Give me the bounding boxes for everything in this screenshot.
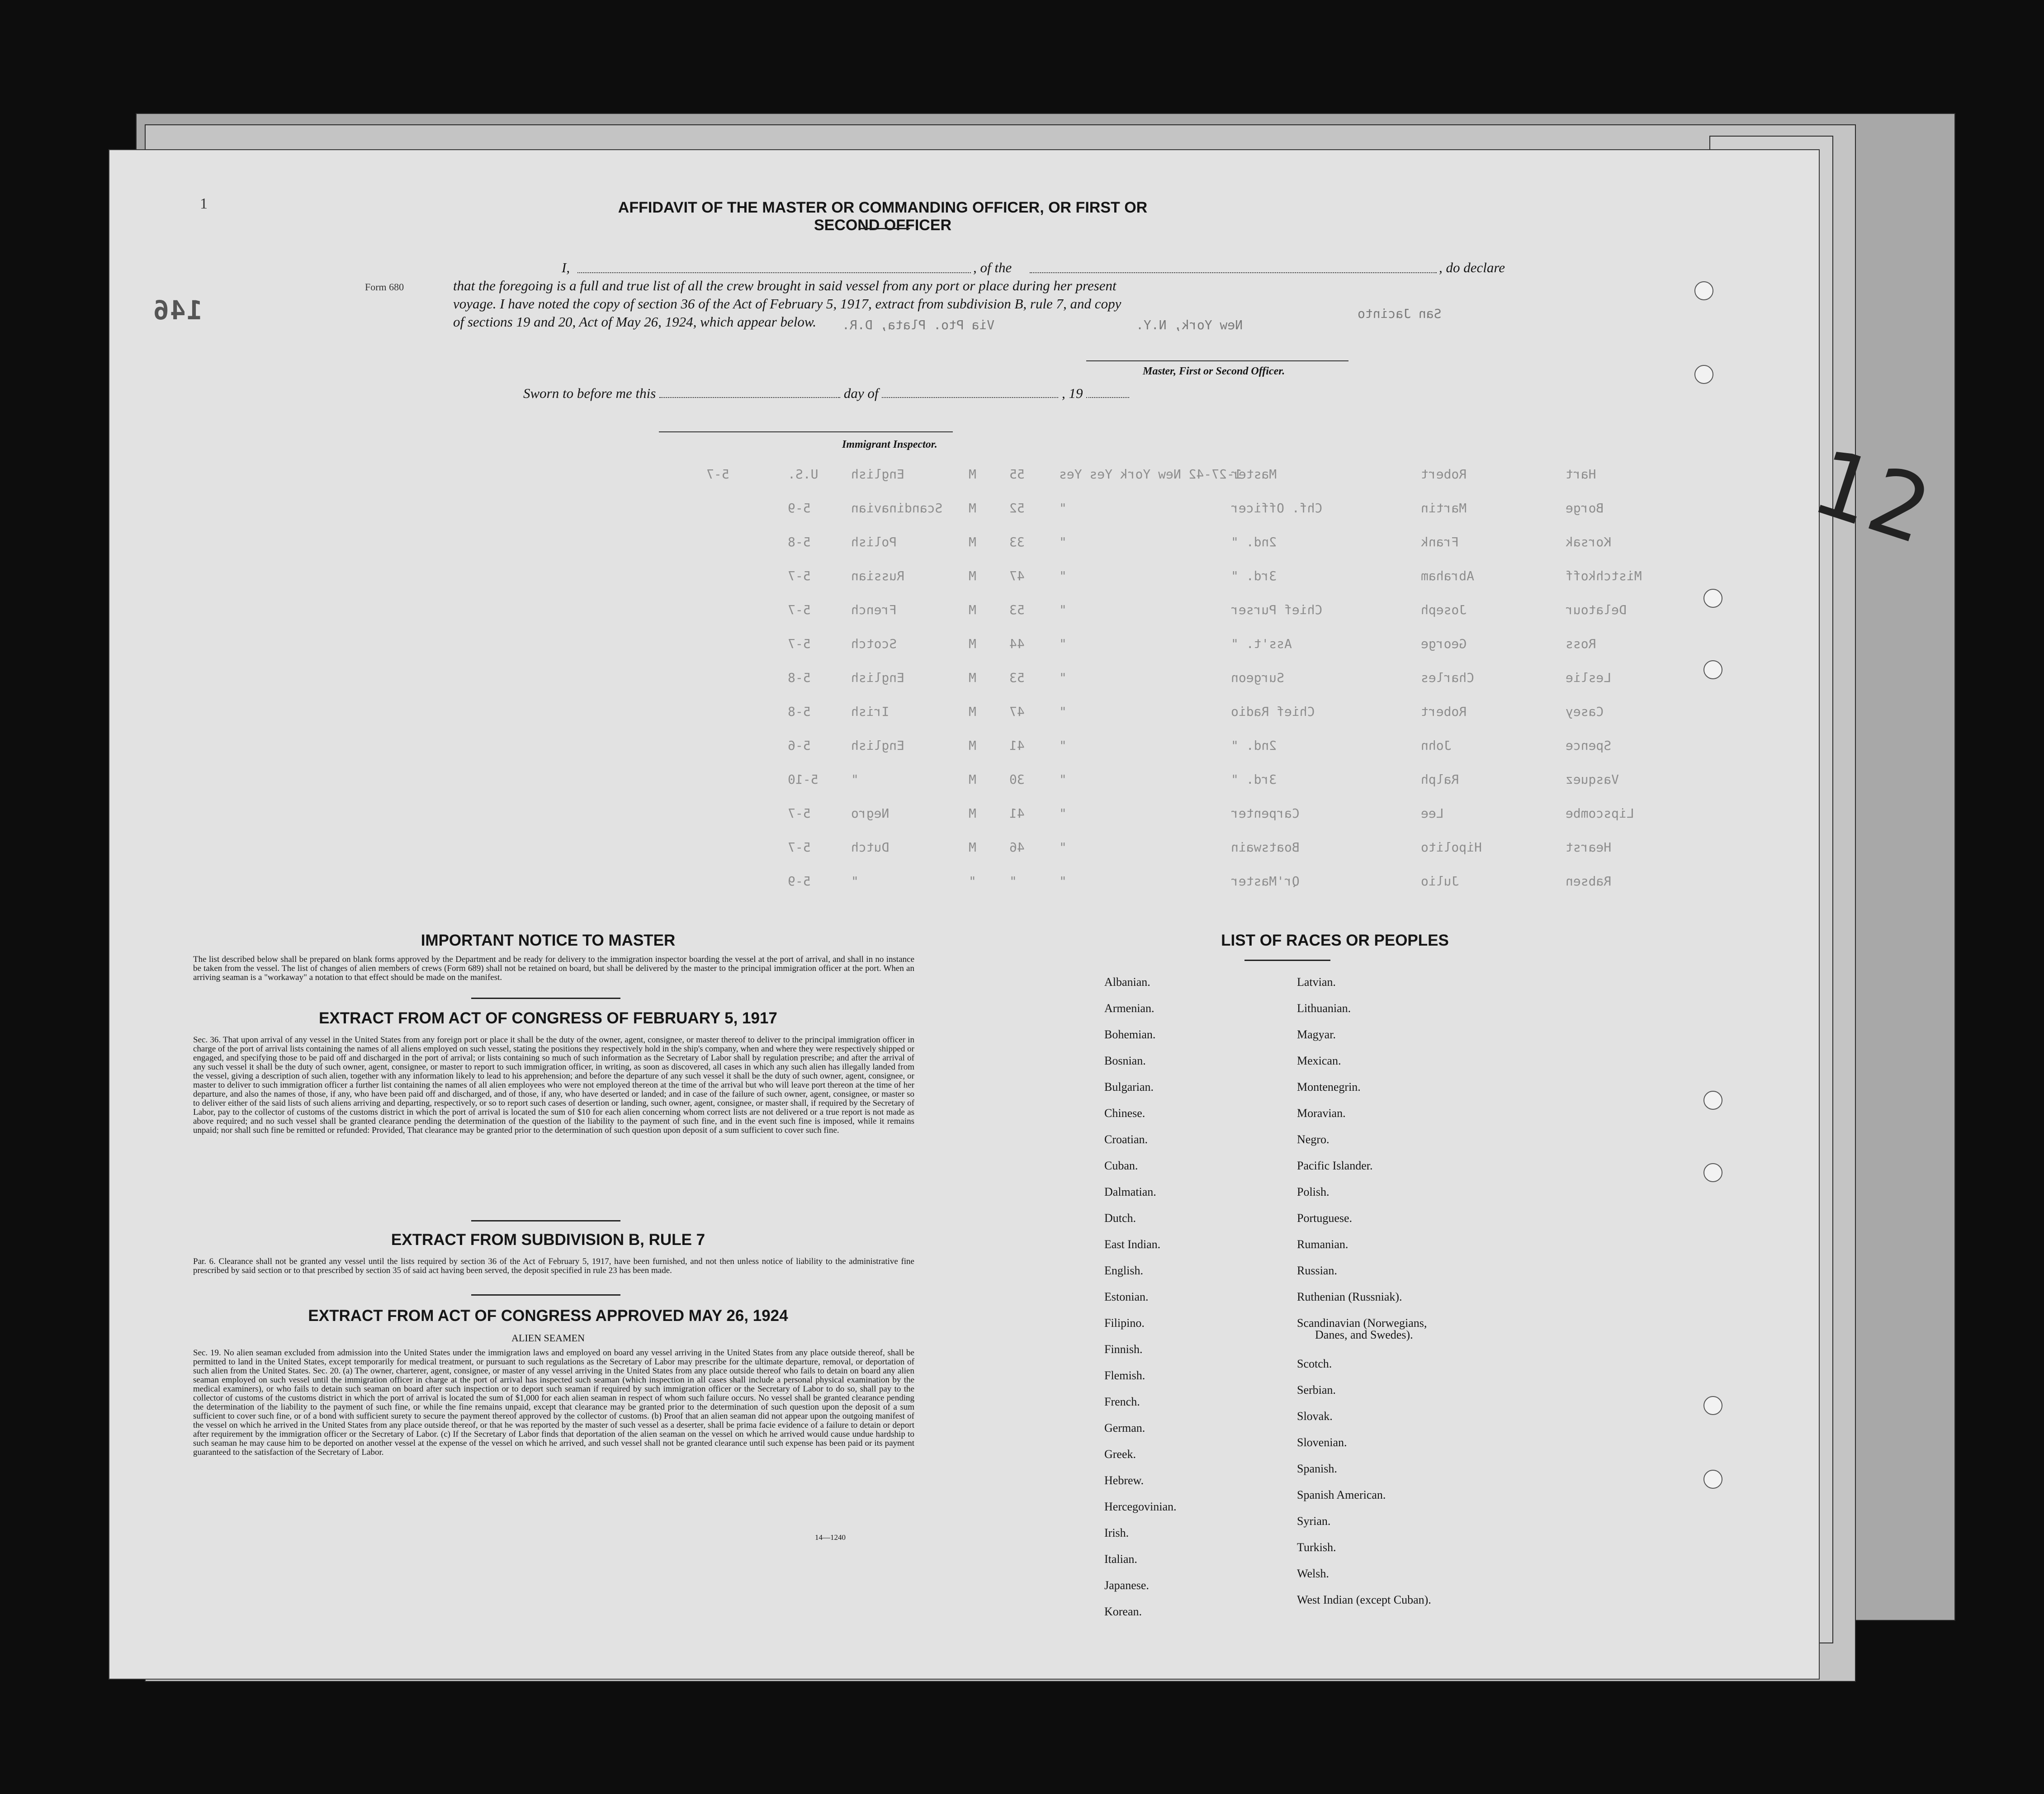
ghost-cell: Qr'Master bbox=[1231, 874, 1300, 889]
extract-1924-text: Sec. 19. No alien seaman excluded from admission into the United States under the immigration laws and employed on board any vessel arriving in the United States from any place outside thereof, shall be permitted to land in the United States, except temporarily for medical treatment, or pursuant to such regulations as the Secretary of Labor may prescribe for the ultimate departure, removal, or deportation of such alien from the United States. Sec. 20. (a) The owner, charterer, agent, consignee, or master of any vessel arriving in the United States from any place outside thereof who fails to detain on board any alien seaman employed on such vessel until the immigration officer in charge at the port of arrival has inspected such seaman (which inspection in all cases shall include a personal physical examination by the medical examiners), or who fails to detain such seaman on board after such inspection or to deport such seaman if required by such immigration officer or the Secretary of Labor to do so, shall pay to the collector of customs of the customs district in which the port of arrival is located the sum of $1,000 for each alien seaman in respect of whom such failure occurs. No vessel shall be granted clearance pending the determination of the liability to the payment of such fine, or while the fine remains unpaid, except that clearance may be granted prior to the determination of such question upon the deposit of a sum sufficient to cover such fine, or of a bond with sufficient surety to secure the payment thereof approved by the collector of customs. (b) Proof that an alien seaman did not appear upon the outgoing manifest of the vessel on which he arrived in the United States from any place outside thereof, or that he was reported by the master of such vessel as a deserter, shall be prima facie evidence of a failure to detain or deport after requirement by the immigration officer or the Secretary of Labor. (c) If the Secretary of Labor finds that deportation of the alien seaman on the vessel on which he arrived would cause undue hardship to such seaman he may cause him to be deported on another vessel at the expense of the vessel on which he arrived, and such vessel shall not be granted clearance until such expense has been paid or its payment guaranteed to the satisfaction of the Secretary of Labor. bbox=[193, 1348, 914, 1457]
ghost-cell: Robert bbox=[1421, 467, 1467, 482]
race-item: Latvian. bbox=[1297, 975, 1336, 989]
race-item: Bulgarian. bbox=[1104, 1080, 1154, 1093]
race-item: German. bbox=[1104, 1421, 1145, 1434]
sworn-month-blank[interactable] bbox=[882, 397, 1058, 398]
extract-rule7-title: EXTRACT FROM SUBDIVISION B, RULE 7 bbox=[391, 1231, 705, 1249]
ghost-cell: " bbox=[1059, 738, 1067, 753]
sworn-day-blank[interactable] bbox=[659, 397, 840, 398]
race-item: Korean. bbox=[1104, 1605, 1142, 1618]
ghost-header-route: Via Pto. Plata, D.R. bbox=[842, 317, 995, 332]
race-item: Montenegrin. bbox=[1297, 1080, 1361, 1093]
ghost-cell: M bbox=[969, 738, 976, 753]
ghost-cell: Surgeon bbox=[1231, 670, 1285, 685]
sworn-day-of: day of bbox=[843, 385, 879, 401]
ghost-cell: " bbox=[969, 874, 976, 889]
ghost-cell: 52 bbox=[1009, 501, 1025, 516]
race-item: Armenian. bbox=[1104, 1002, 1154, 1015]
race-item: Moravian. bbox=[1297, 1107, 1346, 1120]
ghost-cell: M bbox=[969, 467, 976, 482]
race-item: Lithuanian. bbox=[1297, 1002, 1351, 1015]
race-item: East Indian. bbox=[1104, 1238, 1161, 1251]
vessel-blank[interactable] bbox=[1030, 272, 1437, 273]
ghost-cell: 53 bbox=[1009, 670, 1025, 685]
ghost-cell: " bbox=[1059, 501, 1067, 516]
ghost-cell: 3rd. " bbox=[1231, 772, 1277, 787]
declaration-i: I, bbox=[562, 260, 570, 275]
ghost-cell: English bbox=[851, 467, 905, 482]
ghost-cell: 46 bbox=[1009, 840, 1025, 855]
races-title: LIST OF RACES OR PEOPLES bbox=[1221, 932, 1449, 949]
extract-rule7-text: Par. 6. Clearance shall not be granted any vessel until the lists required by section 36 of the Act of February 5, 1917, have been furnished, and not then unless notice of liability to the administrative fine prescribed by said section or to that prescribed by section 35 of said act having been served, the deposit specified in rule 23 has been made. bbox=[193, 1257, 914, 1275]
ghost-cell: 41 bbox=[1009, 806, 1025, 821]
race-item: Ruthenian (Russniak). bbox=[1297, 1290, 1402, 1303]
ghost-cell: 5-7 bbox=[788, 840, 811, 855]
ghost-cell: Chf. Officer bbox=[1231, 501, 1323, 516]
race-item: Portuguese. bbox=[1297, 1212, 1353, 1225]
master-signature-line[interactable] bbox=[1086, 360, 1348, 361]
ghost-cell: Scandinavian bbox=[851, 501, 943, 516]
race-item: Rumanian. bbox=[1297, 1238, 1348, 1251]
ghost-cell: Ross bbox=[1566, 636, 1596, 651]
ghost-cell: 2nd. " bbox=[1231, 535, 1277, 549]
race-item: Hercegovinian. bbox=[1104, 1500, 1177, 1513]
ghost-cell: Julio bbox=[1421, 874, 1459, 889]
race-item: Danes, and Swedes). bbox=[1315, 1328, 1413, 1341]
ghost-cell: M bbox=[969, 636, 976, 651]
ghost-cell: 5-6 bbox=[788, 738, 811, 753]
ghost-cell: Lee bbox=[1421, 806, 1444, 821]
punch-hole bbox=[1694, 365, 1713, 384]
ghost-cell: 53 bbox=[1009, 602, 1025, 617]
race-item: English. bbox=[1104, 1264, 1143, 1277]
ghost-cell: Charles bbox=[1421, 670, 1475, 685]
ghost-cell: " bbox=[851, 874, 859, 889]
punch-hole bbox=[1703, 660, 1722, 679]
ghost-cell: 47 bbox=[1009, 568, 1025, 583]
ghost-cell: Chief Purser bbox=[1231, 602, 1323, 617]
race-item: Magyar. bbox=[1297, 1028, 1336, 1041]
punch-hole bbox=[1703, 1470, 1722, 1489]
ghost-cell: 5-7 bbox=[706, 467, 729, 482]
race-item: French. bbox=[1104, 1395, 1140, 1408]
ghost-cell: " bbox=[1059, 568, 1067, 583]
ghost-cell: " bbox=[1059, 840, 1067, 855]
ghost-cell: Polish bbox=[851, 535, 897, 549]
race-item: Filipino. bbox=[1104, 1316, 1145, 1330]
ghost-cell: 44 bbox=[1009, 636, 1025, 651]
ghost-cell: 41 bbox=[1009, 738, 1025, 753]
ghost-cell: Frank bbox=[1421, 535, 1459, 549]
ghost-cell: 2nd. " bbox=[1231, 738, 1277, 753]
ghost-cell: Casey bbox=[1566, 704, 1604, 719]
ghost-cell: Carpenter bbox=[1231, 806, 1300, 821]
race-item: Mexican. bbox=[1297, 1054, 1341, 1067]
race-item: Flemish. bbox=[1104, 1369, 1145, 1382]
race-item: Pacific Islander. bbox=[1297, 1159, 1373, 1172]
ghost-cell: Ass't. " bbox=[1231, 636, 1292, 651]
race-item: Slovenian. bbox=[1297, 1436, 1347, 1449]
punch-hole bbox=[1703, 1396, 1722, 1415]
race-item: Spanish American. bbox=[1297, 1488, 1386, 1501]
race-item: Irish. bbox=[1104, 1526, 1129, 1539]
inspector-signature-line[interactable] bbox=[659, 431, 953, 432]
ghost-cell: U.S. bbox=[788, 467, 819, 482]
ghost-cell: M bbox=[969, 535, 976, 549]
ghost-cell: " bbox=[1059, 806, 1067, 821]
race-item: Spanish. bbox=[1297, 1462, 1337, 1475]
ghost-cell: English bbox=[851, 670, 905, 685]
ghost-cell: " bbox=[1059, 535, 1067, 549]
ghost-cell: " bbox=[1059, 772, 1067, 787]
extract-1917-text: Sec. 36. That upon arrival of any vessel in the United States from any foreign port or place it shall be the duty of the owner, agent, consignee, or master thereof to deliver to the principal immigration officer in charge of the port of arrival lists containing the names of all aliens employed on such vessel, stating the positions they respectively hold in the ship's company, when and where they were respectively shipped or engaged, and specifying those to be paid off and discharged in the port of arrival; or lists containing so much of such information as the Secretary of Labor shall by regulation prescribe; and after the arrival of any such vessel it shall be the duty of such owner, agent, consignee, or master to report to such immigration officer, in writing, as soon as discovered, all cases in which any such alien has illegally landed from the vessel, giving a description of such alien, together with any information likely to lead to his apprehension; and before the departure of any such vessel it shall be the duty of such owner, agent, consignee, or master to deliver to such immigration officer a further list containing the names of all alien employees who were not employed thereon at the time of the arrival but who will leave port thereon at the time of her departure, and also the names of those, if any, who have been paid off and discharged, and of those, if any, who have deserted or landed; and in case of the failure of such owner, agent, consignee, or master so to deliver either of the said lists of such aliens arriving and departing, respectively, or so to report such cases of desertion or landing, such owner, agent, consignee, or master shall, if required by the Secretary of Labor, pay to the collector of customs of the customs district in which the port of arrival is located the sum of $10 for each alien concerning whom correct lists are not delivered or a true report is not made as above required; and no such vessel shall be granted clearance pending the determination of the question of the liability to the payment of such fine, and in the event such fine is imposed, while it remains unpaid; nor shall such fine be remitted or refunded: Provided, That clearance may be granted prior to the determination of such question upon deposit of a sum sufficient to cover such fine. bbox=[193, 1035, 914, 1135]
ghost-cell: 5-7 bbox=[788, 636, 811, 651]
ghost-cell: " bbox=[1059, 704, 1067, 719]
race-item: Scotch. bbox=[1297, 1357, 1332, 1370]
notice-title: IMPORTANT NOTICE TO MASTER bbox=[421, 932, 676, 949]
ghost-cell: M bbox=[969, 806, 976, 821]
master-caption: Master, First or Second Officer. bbox=[1143, 365, 1285, 377]
ghost-cell: John bbox=[1421, 738, 1452, 753]
race-item: Bohemian. bbox=[1104, 1028, 1156, 1041]
race-item: Syrian. bbox=[1297, 1515, 1331, 1528]
ghost-cell: " bbox=[851, 772, 859, 787]
race-item: Finnish. bbox=[1104, 1343, 1143, 1356]
ghost-cell: M bbox=[969, 501, 976, 516]
form-number: Form 680 bbox=[365, 281, 404, 293]
sworn-year-blank[interactable] bbox=[1086, 397, 1129, 398]
ghost-cell: George bbox=[1421, 636, 1467, 651]
declaration-line-3: voyage. I have noted the copy of section 36 of the Act of February 5, 1917, extract from subdivision B, rule 7, and copy bbox=[453, 296, 1121, 312]
ghost-cell: M bbox=[969, 772, 976, 787]
extract-1924-title: EXTRACT FROM ACT OF CONGRESS APPROVED MAY 26, 1924 bbox=[308, 1307, 788, 1325]
race-item: Cuban. bbox=[1104, 1159, 1138, 1172]
divider bbox=[471, 998, 620, 999]
title-rule bbox=[860, 228, 910, 229]
race-item: Japanese. bbox=[1104, 1579, 1149, 1592]
ghost-cell: Hearst bbox=[1566, 840, 1612, 855]
name-blank[interactable] bbox=[577, 272, 971, 273]
margin-mark: 12 bbox=[1801, 429, 1943, 565]
race-item: Greek. bbox=[1104, 1448, 1136, 1461]
divider bbox=[1244, 960, 1330, 961]
ghost-cell: 3rd. " bbox=[1231, 568, 1277, 583]
race-item: Hebrew. bbox=[1104, 1474, 1144, 1487]
ghost-cell: 5-8 bbox=[788, 535, 811, 549]
affidavit-title: AFFIDAVIT OF THE MASTER OR COMMANDING OFFICER, OR FIRST OR SECOND OFFICER bbox=[618, 199, 1148, 234]
ghost-cell: " bbox=[1059, 874, 1067, 889]
ghost-cell: Martin bbox=[1421, 501, 1467, 516]
ghost-cell: 47 bbox=[1009, 704, 1025, 719]
ghost-cell: Lipscombe bbox=[1566, 806, 1634, 821]
ghost-cell: Hart bbox=[1566, 467, 1596, 482]
page-number: 1 bbox=[200, 195, 208, 212]
ghost-cell: 33 bbox=[1009, 535, 1025, 549]
ghost-cell: Leslie bbox=[1566, 670, 1612, 685]
punch-hole bbox=[1703, 1163, 1722, 1182]
stamp-number: 146 bbox=[152, 295, 203, 326]
race-item: Turkish. bbox=[1297, 1541, 1336, 1554]
ghost-cell: M bbox=[969, 670, 976, 685]
sworn-year: , 19 bbox=[1061, 385, 1083, 401]
race-item: Scandinavian (Norwegians, bbox=[1297, 1316, 1427, 1330]
ghost-cell: M bbox=[969, 602, 976, 617]
ghost-cell: Korsak bbox=[1566, 535, 1612, 549]
declaration-do-declare: , do declare bbox=[1439, 260, 1505, 275]
ghost-cell: Negro bbox=[851, 806, 890, 821]
ghost-cell: Russian bbox=[851, 568, 905, 583]
ghost-cell: Ralph bbox=[1421, 772, 1459, 787]
ghost-cell: Delatour bbox=[1566, 602, 1627, 617]
extract-1924-subtitle: ALIEN SEAMEN bbox=[511, 1332, 585, 1344]
ghost-cell: 5-7 bbox=[788, 602, 811, 617]
race-item: Croatian. bbox=[1104, 1133, 1148, 1146]
extract-1917-title: EXTRACT FROM ACT OF CONGRESS OF FEBRUARY 5, 1917 bbox=[319, 1009, 777, 1027]
declaration-line-4: of sections 19 and 20, Act of May 26, 1924, which appear below. bbox=[453, 314, 817, 330]
divider bbox=[471, 1294, 620, 1296]
sworn-line bbox=[523, 385, 1129, 402]
declaration-of-the: , of the bbox=[973, 260, 1012, 275]
race-item: Serbian. bbox=[1297, 1383, 1336, 1396]
document-page bbox=[109, 149, 1943, 1680]
ghost-cell: Vasquez bbox=[1566, 772, 1619, 787]
punch-hole bbox=[1703, 589, 1722, 608]
ghost-cell: Spence bbox=[1566, 738, 1612, 753]
race-item: Albanian. bbox=[1104, 975, 1150, 989]
ghost-cell: " bbox=[1059, 636, 1067, 651]
ghost-cell: English bbox=[851, 738, 905, 753]
declaration-line-2: that the foregoing is a full and true list of all the crew brought in said vessel from any port or place during her present bbox=[453, 278, 1117, 293]
inspector-caption: Immigrant Inspector. bbox=[842, 439, 937, 450]
print-code: 14—1240 bbox=[815, 1533, 846, 1542]
ghost-cell: 5-8 bbox=[788, 670, 811, 685]
ghost-cell: " bbox=[1059, 670, 1067, 685]
ghost-cell: Hipolito bbox=[1421, 840, 1482, 855]
ghost-cell: M bbox=[969, 840, 976, 855]
ghost-cell: 5-9 bbox=[788, 501, 811, 516]
ghost-cell: 5-7 bbox=[788, 806, 811, 821]
sworn-text: Sworn to before me this bbox=[523, 385, 656, 401]
ghost-cell: Chief Radio bbox=[1231, 704, 1315, 719]
ghost-cell: 5-8 bbox=[788, 704, 811, 719]
ghost-cell: Scotch bbox=[851, 636, 897, 651]
punch-hole bbox=[1703, 1091, 1722, 1110]
race-item: Dutch. bbox=[1104, 1212, 1136, 1225]
ghost-cell: Master bbox=[1231, 467, 1277, 482]
ghost-cell: 55 bbox=[1009, 467, 1025, 482]
race-item: Slovak. bbox=[1297, 1410, 1333, 1423]
ghost-cell: Irish bbox=[851, 704, 890, 719]
ghost-cell: M bbox=[969, 704, 976, 719]
ghost-cell: 30 bbox=[1009, 772, 1025, 787]
ghost-cell: Mistchkoff bbox=[1566, 568, 1642, 583]
race-item: Chinese. bbox=[1104, 1107, 1145, 1120]
race-item: Estonian. bbox=[1104, 1290, 1149, 1303]
race-item: Welsh. bbox=[1297, 1567, 1329, 1580]
ghost-cell: Abraham bbox=[1421, 568, 1475, 583]
ghost-cell: 5-9 bbox=[788, 874, 811, 889]
ghost-cell: " bbox=[1009, 874, 1017, 889]
ghost-cell: French bbox=[851, 602, 897, 617]
ghost-cell: " bbox=[1059, 602, 1067, 617]
ghost-cell: 5-7 bbox=[788, 568, 811, 583]
ghost-cell: 1-27-42 New York Yes Yes bbox=[1059, 467, 1242, 482]
ghost-cell: Borge bbox=[1566, 501, 1604, 516]
ghost-cell: 5-10 bbox=[788, 772, 819, 787]
ghost-header-vessel: San Jacinto bbox=[1358, 306, 1442, 321]
race-item: Russian. bbox=[1297, 1264, 1337, 1277]
ghost-cell: Joseph bbox=[1421, 602, 1467, 617]
race-item: Dalmatian. bbox=[1104, 1185, 1156, 1198]
race-item: Negro. bbox=[1297, 1133, 1330, 1146]
race-item: Italian. bbox=[1104, 1553, 1137, 1566]
ghost-header-port: New York, N.Y. bbox=[1136, 317, 1243, 332]
notice-text: The list described below shall be prepared on blank forms approved by the Department and be ready for delivery to the immigration inspector boarding the vessel at the port of arrival, and shall in no instance be taken from the vessel. The list of changes of alien members of crews (Form 689) shall not be retained on board, but shall be delivered by the master to the principal immigration officer at the port. When an arriving seaman is a "workaway" a notation to that effect should be made on the manifest. bbox=[193, 955, 914, 982]
punch-hole bbox=[1694, 281, 1713, 300]
race-item: Polish. bbox=[1297, 1185, 1330, 1198]
divider bbox=[471, 1220, 620, 1221]
ghost-cell: Boatswain bbox=[1231, 840, 1300, 855]
ghost-cell: Rabsen bbox=[1566, 874, 1612, 889]
ghost-cell: Robert bbox=[1421, 704, 1467, 719]
race-item: Bosnian. bbox=[1104, 1054, 1146, 1067]
ghost-cell: Dutch bbox=[851, 840, 890, 855]
ghost-cell: M bbox=[969, 568, 976, 583]
race-item: West Indian (except Cuban). bbox=[1297, 1593, 1431, 1606]
